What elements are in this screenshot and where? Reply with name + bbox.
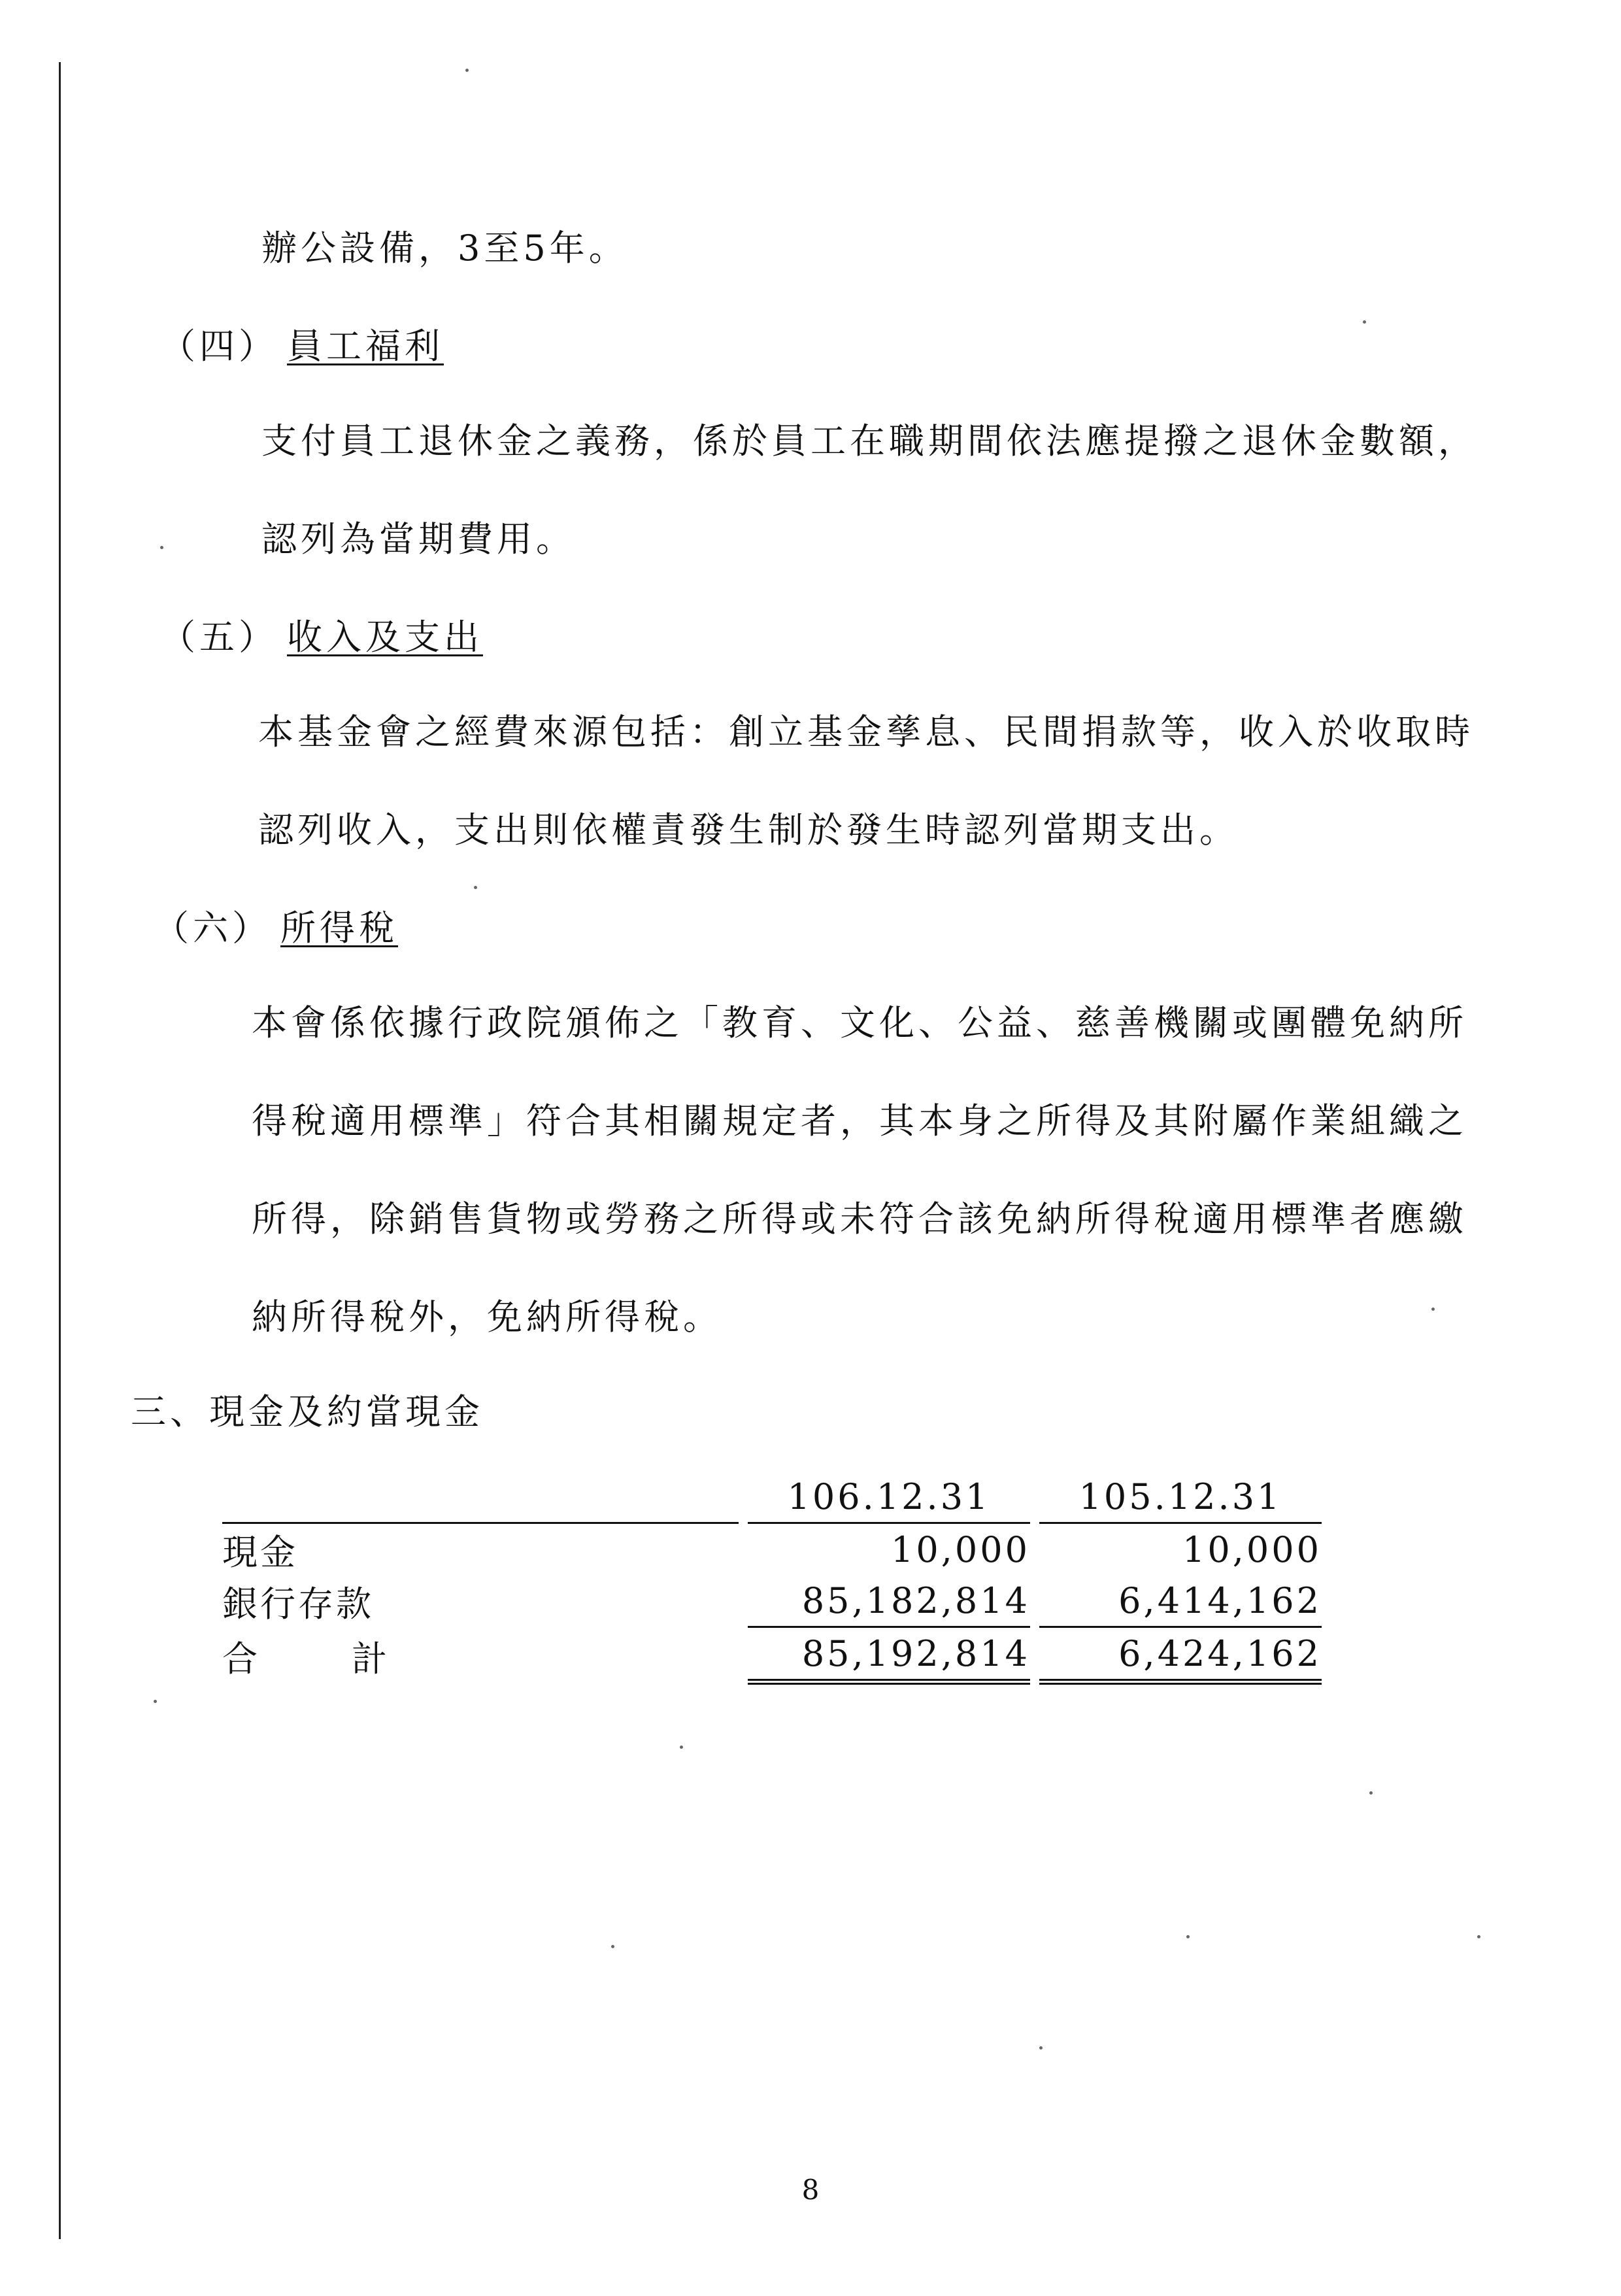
scan-speck <box>1039 2046 1043 2050</box>
cash-106: 10,000 <box>891 1528 1030 1570</box>
section-6-line-4: 納所得稅外，免納所得稅。 <box>252 1296 722 1338</box>
section-5-line-1: 本基金會之經費來源包括：創立基金孳息、民間捐款等，收入於收取時 <box>258 711 1474 752</box>
row-label-bank-deposits: 銀行存款 <box>222 1583 374 1625</box>
left-margin-line <box>59 62 61 2239</box>
scan-speck <box>1369 1791 1373 1795</box>
cash-table <box>222 1471 1322 1685</box>
scan-speck <box>474 886 477 889</box>
section-4-line-2: 認列為當期費用。 <box>261 518 575 560</box>
table-row <box>222 1575 1322 1628</box>
total-row <box>222 1628 1322 1685</box>
scan-speck <box>465 69 469 72</box>
section-6-heading <box>154 905 398 951</box>
section-6-line-3: 所得，除銷售貨物或勞務之所得或未符合該免納所得稅適用標準者應繳 <box>252 1198 1467 1240</box>
section-4-number: （四） <box>160 326 278 367</box>
header-label-cell <box>222 1471 739 1524</box>
section-4-title: 員工福利 <box>287 326 444 367</box>
scan-speck <box>1186 1935 1190 1938</box>
section-6-line-2: 得稅適用標準」符合其相關規定者，其本身之所得及其附屬作業組織之 <box>252 1100 1467 1141</box>
bank-deposits-106: 85,182,814 <box>748 1575 1030 1628</box>
row-label-cash: 現金 <box>222 1531 298 1573</box>
scan-speck <box>154 1700 157 1703</box>
bank-deposits-105: 6,414,162 <box>1039 1575 1322 1628</box>
section-3-title: 三、現金及約當現金 <box>131 1391 484 1432</box>
section-5-line-2: 認列收入，支出則依權責發生制於發生時認列當期支出。 <box>258 809 1239 851</box>
section-4-line-1: 支付員工退休金之義務，係於員工在職期間依法應提撥之退休金數額， <box>261 420 1477 462</box>
section-6-line-1: 本會係依據行政院頒佈之「教育、文化、公益、慈善機關或團體免納所 <box>252 1002 1467 1043</box>
header-106: 106.12.31 <box>748 1471 1030 1524</box>
scan-speck <box>680 1746 683 1749</box>
cash-105: 10,000 <box>1182 1528 1322 1570</box>
table-row <box>222 1524 1322 1575</box>
scan-speck <box>1477 1935 1480 1938</box>
scan-speck <box>160 546 163 549</box>
total-label <box>222 1628 739 1685</box>
total-106: 85,192,814 <box>748 1628 1030 1685</box>
total-label-a: 合 <box>222 1638 260 1680</box>
cash-table-header-row <box>222 1471 1322 1524</box>
scan-speck <box>611 1945 614 1948</box>
total-105: 6,424,162 <box>1039 1628 1322 1685</box>
total-label-b: 計 <box>352 1638 390 1680</box>
section-6-number: （六） <box>154 907 271 949</box>
section-6-title: 所得稅 <box>280 907 398 949</box>
office-equipment-line: 辦公設備，3至5年。 <box>261 228 628 269</box>
header-105: 105.12.31 <box>1039 1471 1322 1524</box>
page-number: 8 <box>801 2174 820 2206</box>
section-5-title: 收入及支出 <box>287 616 483 658</box>
scan-speck <box>1363 320 1366 324</box>
section-5-heading <box>160 615 483 660</box>
section-5-number: （五） <box>160 616 278 658</box>
section-4-heading <box>160 324 444 369</box>
scan-speck <box>1431 1308 1435 1311</box>
